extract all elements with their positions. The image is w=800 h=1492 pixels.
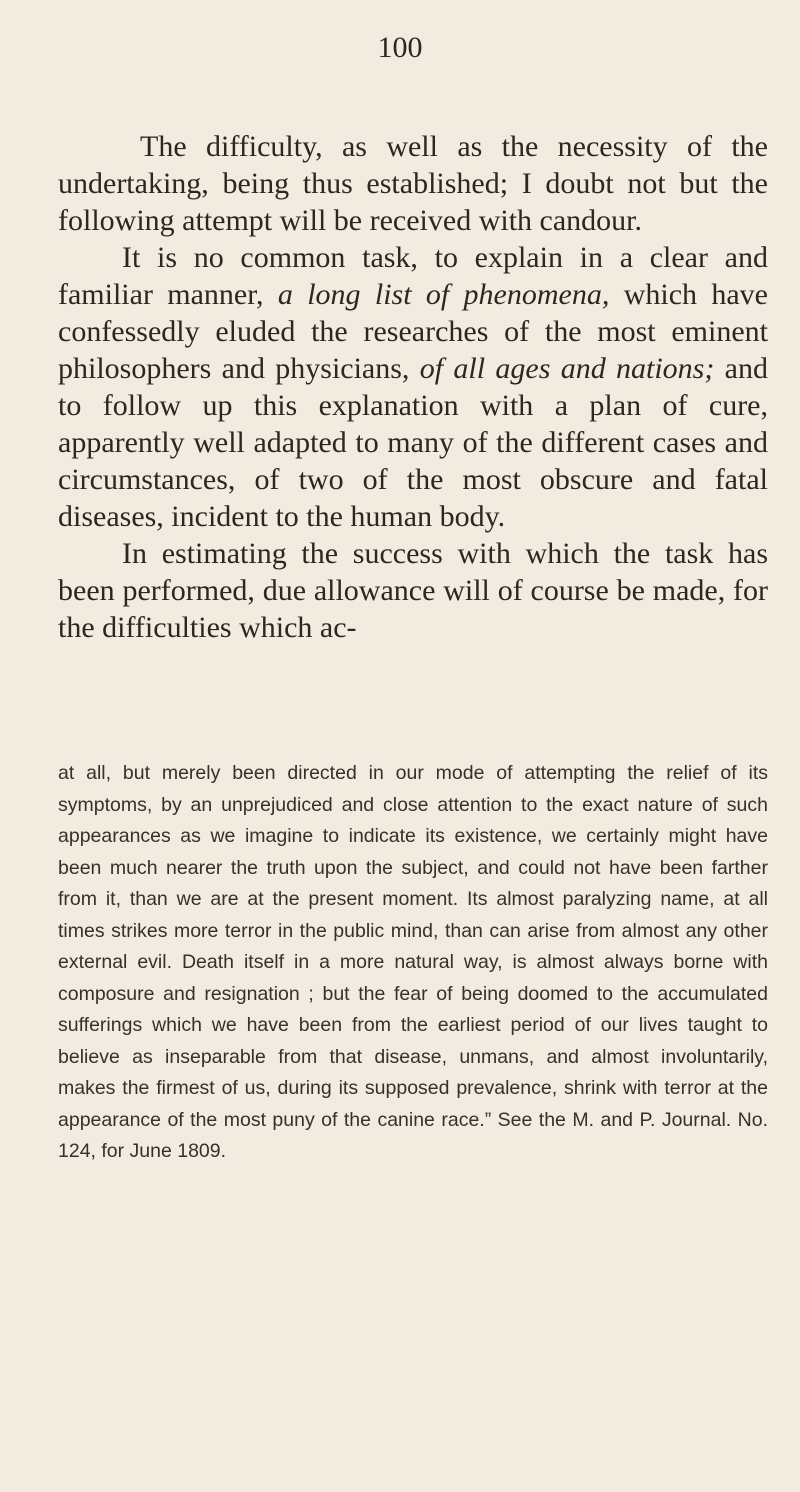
footnote: at all, but merely been directed in our mode of attempting the relief of its symptoms, by an unprejudiced and close attention to the exact nature of such appearances as we imagine to indicate its existence, we certainly might have been much nearer the truth upon the subject, and could not have been farther from it, than we are at the present moment. Its almost paralyzing name, at all times strikes more terror in the public mind, than can arise from almost any other external evil. Death itself in a more natural way, is almost always borne with composure and resignation ; but the fear of being doomed to the accumulated sufferings which we have been from the earliest period of our lives taught to believe as inseparable from that disease, unmans, and almost involuntarily, makes the firmest of us, during its supposed prevalence, shrink with terror at the appearance of the most puny of the canine race.” See the M. and P. Journal. No. 124, for June 1809. (58, 762, 768, 1162)
paragraph-2-text-a: It is no common task, to explain in a clear and familiar manner, (58, 241, 768, 311)
paragraph-2-text-b: which have confessedly eluded the researches of the most eminent philosophers and physicians, (58, 278, 768, 385)
paragraph-3: In estimating the success with which the task has been performed, due allowance will of course be made, for the difficulties which ac- (58, 537, 768, 644)
paragraph-2-italic-a: a long list of phenomena, (277, 278, 610, 311)
paragraph-2 (58, 239, 768, 535)
main-text (58, 128, 768, 646)
page-number: 100 (377, 31, 423, 64)
paragraph-1: The difficulty, as well as the necessity of the undertaking, being thus established; I doubt not but the following attempt will be received with candour. (58, 130, 768, 237)
paragraph-2-italic-b: of all ages and nations; (419, 352, 715, 385)
paragraph-2-text-c: and to follow up this explanation with a plan of cure, apparently well adapted to many of the different cases and circumstances, of two of the most obscure and fatal diseases, incident to the human body. (58, 352, 768, 533)
